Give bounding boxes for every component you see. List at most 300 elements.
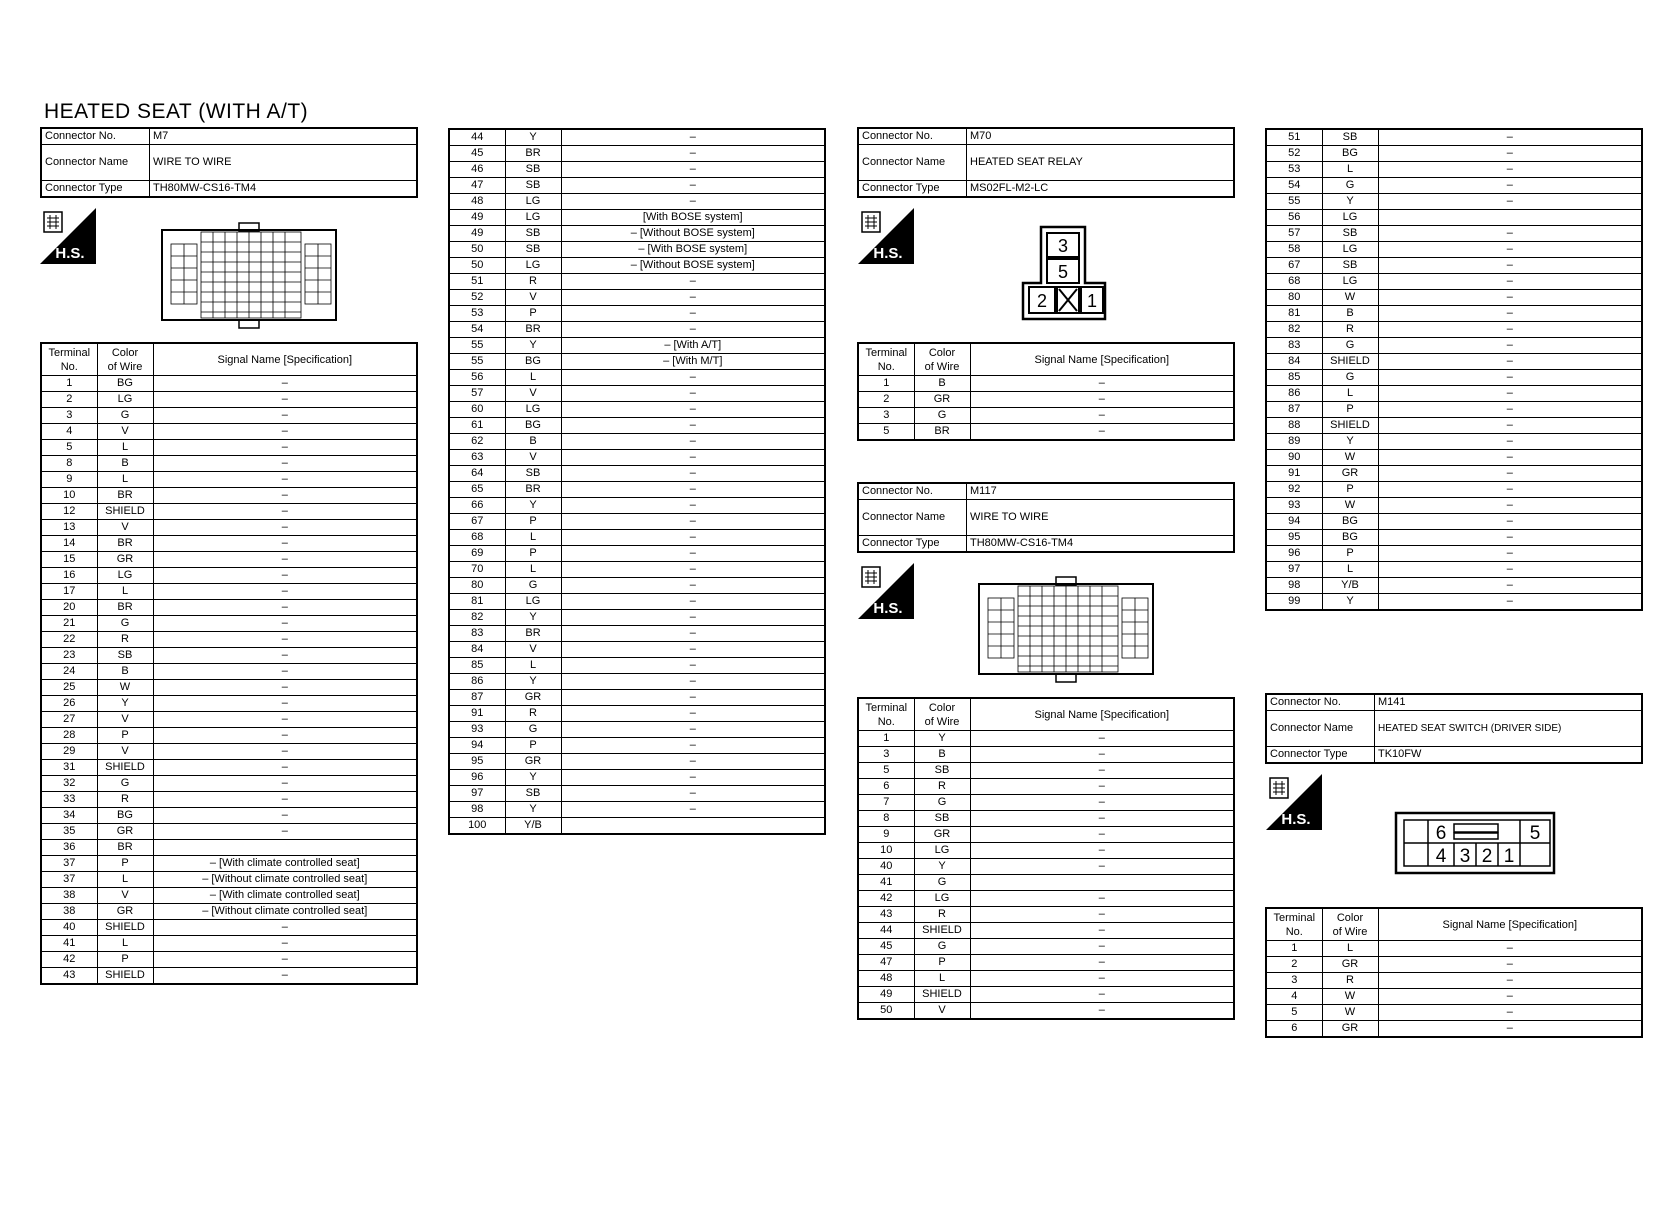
table-row bbox=[858, 811, 1234, 827]
table-row bbox=[858, 875, 1234, 891]
signal-cell: – bbox=[153, 632, 417, 648]
signal-cell: – bbox=[561, 690, 825, 706]
signal-cell bbox=[1378, 210, 1642, 226]
wire-color-cell: W bbox=[1322, 1005, 1378, 1021]
table-row bbox=[449, 658, 825, 674]
table-row bbox=[41, 872, 417, 888]
signal-cell: – bbox=[153, 552, 417, 568]
terminal-cell: 14 bbox=[41, 536, 97, 552]
hs-harness-side-icon bbox=[1266, 774, 1322, 830]
table-row bbox=[449, 242, 825, 258]
table-row bbox=[449, 530, 825, 546]
wire-color-cell: W bbox=[1322, 498, 1378, 514]
table-row bbox=[41, 760, 417, 776]
terminal-cell: 84 bbox=[449, 642, 505, 658]
table-row bbox=[1266, 386, 1642, 402]
terminal-cell: 56 bbox=[449, 370, 505, 386]
table-row bbox=[41, 776, 417, 792]
signal-cell: – bbox=[561, 754, 825, 770]
wire-color-cell: L bbox=[1322, 941, 1378, 957]
signal-cell: – bbox=[1378, 450, 1642, 466]
terminal-cell: 57 bbox=[449, 386, 505, 402]
table-row bbox=[41, 888, 417, 904]
signal-cell bbox=[970, 875, 1234, 891]
signal-cell: – bbox=[1378, 338, 1642, 354]
wire-color-cell: BR bbox=[505, 626, 561, 642]
label-connector-no: Connector No. bbox=[858, 128, 967, 145]
signal-cell: – bbox=[1378, 290, 1642, 306]
terminal-cell: 43 bbox=[858, 907, 914, 923]
signal-cell: – bbox=[1378, 178, 1642, 194]
table-row bbox=[1266, 162, 1642, 178]
wire-color-cell: Y bbox=[505, 610, 561, 626]
terminal-cell: 51 bbox=[1266, 129, 1322, 146]
terminal-cell: 6 bbox=[858, 779, 914, 795]
signal-cell: – bbox=[561, 658, 825, 674]
signal-cell: – bbox=[561, 386, 825, 402]
terminal-cell: 91 bbox=[449, 706, 505, 722]
table-row bbox=[449, 594, 825, 610]
wire-color-cell: B bbox=[97, 664, 153, 680]
wire-color-cell: SB bbox=[97, 648, 153, 664]
signal-cell: – bbox=[561, 498, 825, 514]
wire-color-cell: P bbox=[97, 856, 153, 872]
table-row bbox=[1266, 450, 1642, 466]
signal-cell: – bbox=[1378, 242, 1642, 258]
terminal-cell: 26 bbox=[41, 696, 97, 712]
wire-color-cell: SHIELD bbox=[97, 968, 153, 985]
table-row bbox=[449, 354, 825, 370]
wire-color-cell: P bbox=[505, 738, 561, 754]
table-row bbox=[858, 376, 1234, 392]
signal-cell bbox=[153, 840, 417, 856]
table-row bbox=[1266, 562, 1642, 578]
terminal-cell: 42 bbox=[41, 952, 97, 968]
signal-cell: – bbox=[561, 322, 825, 338]
signal-cell: – bbox=[1378, 146, 1642, 162]
table-row bbox=[1266, 258, 1642, 274]
terminal-cell: 50 bbox=[449, 258, 505, 274]
table-row bbox=[41, 504, 417, 520]
signal-cell: – bbox=[970, 408, 1234, 424]
table-row bbox=[1266, 594, 1642, 611]
switch-pin-1: 1 bbox=[1503, 846, 1515, 867]
connector-m7-header bbox=[40, 127, 418, 198]
table-row bbox=[1266, 306, 1642, 322]
table-row bbox=[449, 498, 825, 514]
wire-color-cell: LG bbox=[505, 594, 561, 610]
signal-cell: – bbox=[1378, 941, 1642, 957]
table-row bbox=[1266, 498, 1642, 514]
wire-color-cell: BR bbox=[914, 424, 970, 441]
wire-color-cell: GR bbox=[1322, 957, 1378, 973]
wire-color-cell: L bbox=[97, 872, 153, 888]
signal-cell: – bbox=[1378, 546, 1642, 562]
table-row bbox=[41, 808, 417, 824]
signal-cell: – bbox=[153, 568, 417, 584]
wire-color-cell: SB bbox=[505, 226, 561, 242]
table-row bbox=[449, 674, 825, 690]
signal-cell: – bbox=[1378, 402, 1642, 418]
signal-cell: – bbox=[970, 923, 1234, 939]
signal-cell: – bbox=[970, 747, 1234, 763]
signal-cell: – bbox=[561, 129, 825, 146]
terminal-cell: 1 bbox=[858, 376, 914, 392]
terminal-cell: 33 bbox=[41, 792, 97, 808]
wire-color-cell: SB bbox=[505, 162, 561, 178]
signal-cell: – bbox=[970, 859, 1234, 875]
terminal-cell: 46 bbox=[449, 162, 505, 178]
wire-color-cell: W bbox=[1322, 989, 1378, 1005]
wire-color-cell: BR bbox=[97, 600, 153, 616]
signal-cell: – bbox=[561, 402, 825, 418]
table-row bbox=[449, 786, 825, 802]
table-row bbox=[41, 552, 417, 568]
table-row bbox=[858, 891, 1234, 907]
table-row bbox=[41, 920, 417, 936]
table-row bbox=[41, 680, 417, 696]
wire-color-cell: BG bbox=[505, 418, 561, 434]
table-row bbox=[858, 731, 1234, 747]
signal-cell: – bbox=[153, 664, 417, 680]
terminal-cell: 67 bbox=[1266, 258, 1322, 274]
wire-color-cell: SHIELD bbox=[914, 987, 970, 1003]
signal-cell: – bbox=[153, 680, 417, 696]
label-connector-type: Connector Type bbox=[1266, 747, 1375, 764]
table-row bbox=[41, 648, 417, 664]
signal-cell: – bbox=[1378, 957, 1642, 973]
wire-color-cell: GR bbox=[914, 392, 970, 408]
terminal-cell: 36 bbox=[41, 840, 97, 856]
wire-color-cell: BG bbox=[505, 354, 561, 370]
terminal-cell: 87 bbox=[1266, 402, 1322, 418]
wire-color-cell: BR bbox=[505, 482, 561, 498]
signal-cell bbox=[561, 818, 825, 835]
wire-color-cell: SHIELD bbox=[97, 760, 153, 776]
terminal-cell: 12 bbox=[41, 504, 97, 520]
label-connector-no: Connector No. bbox=[858, 483, 967, 500]
signal-cell: – bbox=[970, 795, 1234, 811]
terminal-cell: 49 bbox=[858, 987, 914, 1003]
col-signal-name: Signal Name [Specification] bbox=[153, 343, 417, 376]
table-row bbox=[1266, 226, 1642, 242]
table-row bbox=[1266, 973, 1642, 989]
table-row bbox=[1266, 210, 1642, 226]
table-row bbox=[1266, 194, 1642, 210]
wire-color-cell: LG bbox=[1322, 274, 1378, 290]
wire-color-cell: SB bbox=[505, 242, 561, 258]
signal-cell: – bbox=[561, 706, 825, 722]
table-row bbox=[449, 226, 825, 242]
signal-cell: – bbox=[153, 696, 417, 712]
signal-cell: – bbox=[561, 306, 825, 322]
terminal-cell: 31 bbox=[41, 760, 97, 776]
table-row bbox=[449, 129, 825, 146]
label-connector-name: Connector Name bbox=[1266, 711, 1375, 747]
wire-color-cell: LG bbox=[505, 194, 561, 210]
terminal-cell: 70 bbox=[449, 562, 505, 578]
table-row bbox=[858, 392, 1234, 408]
wire-color-cell: Y bbox=[505, 802, 561, 818]
terminal-cell: 92 bbox=[1266, 482, 1322, 498]
wire-color-cell: G bbox=[505, 578, 561, 594]
signal-cell: – [With A/T] bbox=[561, 338, 825, 354]
terminal-cell: 37 bbox=[41, 856, 97, 872]
wire-color-cell: R bbox=[914, 779, 970, 795]
table-row bbox=[449, 482, 825, 498]
connector-m70-face-diagram bbox=[1019, 225, 1109, 321]
table-row bbox=[858, 424, 1234, 441]
signal-cell: – bbox=[153, 536, 417, 552]
terminal-cell: 1 bbox=[1266, 941, 1322, 957]
table-row bbox=[858, 923, 1234, 939]
connector-no-value: M7 bbox=[150, 128, 418, 145]
wire-color-cell: GR bbox=[1322, 466, 1378, 482]
connector-name-value: HEATED SEAT RELAY bbox=[967, 145, 1235, 181]
table-row bbox=[1266, 957, 1642, 973]
terminal-cell: 29 bbox=[41, 744, 97, 760]
terminal-cell: 9 bbox=[41, 472, 97, 488]
terminal-cell: 64 bbox=[449, 466, 505, 482]
terminal-cell: 45 bbox=[449, 146, 505, 162]
table-row bbox=[858, 827, 1234, 843]
terminal-cell: 5 bbox=[858, 763, 914, 779]
signal-cell: – bbox=[153, 616, 417, 632]
wire-color-cell: Y bbox=[1322, 434, 1378, 450]
wire-color-cell: BR bbox=[97, 488, 153, 504]
signal-cell: – bbox=[970, 811, 1234, 827]
terminal-cell: 10 bbox=[858, 843, 914, 859]
wire-color-cell: P bbox=[1322, 402, 1378, 418]
table-row bbox=[41, 632, 417, 648]
terminal-table-m7-part1 bbox=[40, 342, 418, 985]
terminal-cell: 5 bbox=[41, 440, 97, 456]
wire-color-cell: Y bbox=[1322, 194, 1378, 210]
table-row bbox=[41, 520, 417, 536]
wire-color-cell: V bbox=[97, 424, 153, 440]
svg-text:H.S.: H.S. bbox=[1281, 811, 1311, 828]
table-row bbox=[449, 210, 825, 226]
table-header-row bbox=[1266, 908, 1642, 941]
signal-cell: [With BOSE system] bbox=[561, 210, 825, 226]
table-row bbox=[41, 744, 417, 760]
table-row bbox=[41, 568, 417, 584]
connector-no-value: M70 bbox=[967, 128, 1235, 145]
col-terminal-no: Terminal No. bbox=[41, 343, 97, 376]
table-header-row bbox=[41, 343, 417, 376]
signal-cell: – bbox=[153, 408, 417, 424]
wire-color-cell: SB bbox=[914, 811, 970, 827]
terminal-cell: 57 bbox=[1266, 226, 1322, 242]
table-row bbox=[41, 616, 417, 632]
terminal-cell: 41 bbox=[41, 936, 97, 952]
table-row bbox=[449, 690, 825, 706]
terminal-cell: 38 bbox=[41, 888, 97, 904]
connector-no-value: M141 bbox=[1375, 694, 1643, 711]
table-row bbox=[449, 146, 825, 162]
terminal-cell: 5 bbox=[1266, 1005, 1322, 1021]
terminal-cell: 63 bbox=[449, 450, 505, 466]
table-row bbox=[449, 466, 825, 482]
wire-color-cell: G bbox=[1322, 338, 1378, 354]
table-row bbox=[1266, 274, 1642, 290]
table-row bbox=[1266, 530, 1642, 546]
wire-color-cell: L bbox=[914, 971, 970, 987]
terminal-cell: 4 bbox=[1266, 989, 1322, 1005]
wire-color-cell: SHIELD bbox=[914, 923, 970, 939]
wire-color-cell: SHIELD bbox=[97, 504, 153, 520]
connector-name-value: WIRE TO WIRE bbox=[967, 500, 1235, 536]
terminal-cell: 44 bbox=[449, 129, 505, 146]
terminal-cell: 81 bbox=[1266, 306, 1322, 322]
signal-cell: – [Without BOSE system] bbox=[561, 258, 825, 274]
terminal-cell: 95 bbox=[1266, 530, 1322, 546]
table-row bbox=[41, 536, 417, 552]
terminal-cell: 23 bbox=[41, 648, 97, 664]
terminal-cell: 1 bbox=[41, 376, 97, 392]
terminal-cell: 28 bbox=[41, 728, 97, 744]
signal-cell: – bbox=[153, 792, 417, 808]
signal-cell: – bbox=[970, 424, 1234, 441]
wire-color-cell: V bbox=[505, 642, 561, 658]
terminal-cell: 10 bbox=[41, 488, 97, 504]
terminal-cell: 97 bbox=[449, 786, 505, 802]
wire-color-cell: BG bbox=[1322, 530, 1378, 546]
table-row bbox=[449, 450, 825, 466]
wire-color-cell: Y bbox=[505, 498, 561, 514]
wire-color-cell: P bbox=[505, 306, 561, 322]
table-row bbox=[1266, 1005, 1642, 1021]
terminal-cell: 53 bbox=[1266, 162, 1322, 178]
terminal-cell: 55 bbox=[449, 354, 505, 370]
terminal-cell: 40 bbox=[41, 920, 97, 936]
table-row bbox=[858, 907, 1234, 923]
label-connector-no: Connector No. bbox=[1266, 694, 1375, 711]
signal-cell: – bbox=[153, 392, 417, 408]
terminal-cell: 21 bbox=[41, 616, 97, 632]
signal-cell: – bbox=[561, 194, 825, 210]
signal-cell: – bbox=[1378, 989, 1642, 1005]
signal-cell: – bbox=[1378, 370, 1642, 386]
wire-color-cell: G bbox=[914, 875, 970, 891]
wire-color-cell: G bbox=[1322, 370, 1378, 386]
wire-color-cell: R bbox=[97, 792, 153, 808]
terminal-table-m70 bbox=[857, 342, 1235, 441]
signal-cell: – bbox=[561, 578, 825, 594]
signal-cell: – bbox=[970, 763, 1234, 779]
switch-pin-4: 4 bbox=[1435, 846, 1447, 867]
terminal-cell: 54 bbox=[449, 322, 505, 338]
wire-color-cell: L bbox=[1322, 562, 1378, 578]
wire-color-cell: SHIELD bbox=[1322, 418, 1378, 434]
wire-color-cell: G bbox=[97, 776, 153, 792]
col-signal-name: Signal Name [Specification] bbox=[970, 698, 1234, 731]
relay-pin-2: 2 bbox=[1036, 291, 1048, 311]
table-row bbox=[449, 258, 825, 274]
wire-color-cell: BG bbox=[97, 376, 153, 392]
signal-cell: – bbox=[1378, 418, 1642, 434]
signal-cell: – bbox=[970, 955, 1234, 971]
terminal-table-m141 bbox=[1265, 907, 1643, 1038]
signal-cell: – bbox=[561, 546, 825, 562]
connector-type-value: TH80MW-CS16-TM4 bbox=[967, 536, 1235, 553]
table-row bbox=[858, 747, 1234, 763]
wire-color-cell: Y bbox=[505, 770, 561, 786]
signal-cell: – bbox=[970, 843, 1234, 859]
wire-color-cell: L bbox=[505, 370, 561, 386]
terminal-cell: 53 bbox=[449, 306, 505, 322]
signal-cell: – bbox=[153, 648, 417, 664]
terminal-cell: 48 bbox=[449, 194, 505, 210]
signal-cell: – bbox=[561, 450, 825, 466]
label-connector-type: Connector Type bbox=[41, 181, 150, 198]
table-row bbox=[41, 856, 417, 872]
signal-cell: – bbox=[153, 440, 417, 456]
signal-cell: – bbox=[1378, 578, 1642, 594]
signal-cell: – bbox=[1378, 386, 1642, 402]
table-row bbox=[449, 274, 825, 290]
signal-cell: – bbox=[1378, 129, 1642, 146]
table-header-row bbox=[858, 343, 1234, 376]
label-connector-name: Connector Name bbox=[858, 500, 967, 536]
signal-cell: – bbox=[970, 987, 1234, 1003]
signal-cell: – bbox=[153, 824, 417, 840]
wire-color-cell: V bbox=[914, 1003, 970, 1020]
wire-color-cell: BR bbox=[505, 322, 561, 338]
wire-color-cell: L bbox=[1322, 162, 1378, 178]
table-row bbox=[449, 306, 825, 322]
wire-color-cell: BG bbox=[1322, 146, 1378, 162]
wire-color-cell: G bbox=[914, 795, 970, 811]
wire-color-cell: R bbox=[1322, 322, 1378, 338]
wire-color-cell: BG bbox=[1322, 514, 1378, 530]
wire-color-cell: W bbox=[1322, 290, 1378, 306]
col-terminal-no: Terminal No. bbox=[858, 698, 914, 731]
signal-cell: – bbox=[1378, 434, 1642, 450]
terminal-cell: 82 bbox=[1266, 322, 1322, 338]
terminal-cell: 68 bbox=[449, 530, 505, 546]
terminal-cell: 98 bbox=[1266, 578, 1322, 594]
table-row bbox=[1266, 354, 1642, 370]
terminal-cell: 2 bbox=[858, 392, 914, 408]
col-signal-name: Signal Name [Specification] bbox=[1378, 908, 1642, 941]
wire-color-cell: SB bbox=[914, 763, 970, 779]
signal-cell: – bbox=[1378, 1021, 1642, 1038]
label-connector-name: Connector Name bbox=[41, 145, 150, 181]
terminal-cell: 93 bbox=[1266, 498, 1322, 514]
wire-color-cell: W bbox=[97, 680, 153, 696]
table-row bbox=[449, 546, 825, 562]
wire-color-cell: R bbox=[97, 632, 153, 648]
label-connector-name: Connector Name bbox=[858, 145, 967, 181]
table-row bbox=[41, 712, 417, 728]
terminal-cell: 20 bbox=[41, 600, 97, 616]
table-row bbox=[449, 642, 825, 658]
terminal-cell: 58 bbox=[1266, 242, 1322, 258]
table-row bbox=[1266, 370, 1642, 386]
signal-cell: – bbox=[153, 728, 417, 744]
wire-color-cell: SHIELD bbox=[1322, 354, 1378, 370]
label-connector-no: Connector No. bbox=[41, 128, 150, 145]
label-connector-type: Connector Type bbox=[858, 536, 967, 553]
signal-cell: – bbox=[561, 418, 825, 434]
table-row bbox=[41, 824, 417, 840]
terminal-cell: 65 bbox=[449, 482, 505, 498]
terminal-cell: 85 bbox=[1266, 370, 1322, 386]
terminal-cell: 55 bbox=[1266, 194, 1322, 210]
table-row bbox=[41, 696, 417, 712]
terminal-cell: 22 bbox=[41, 632, 97, 648]
